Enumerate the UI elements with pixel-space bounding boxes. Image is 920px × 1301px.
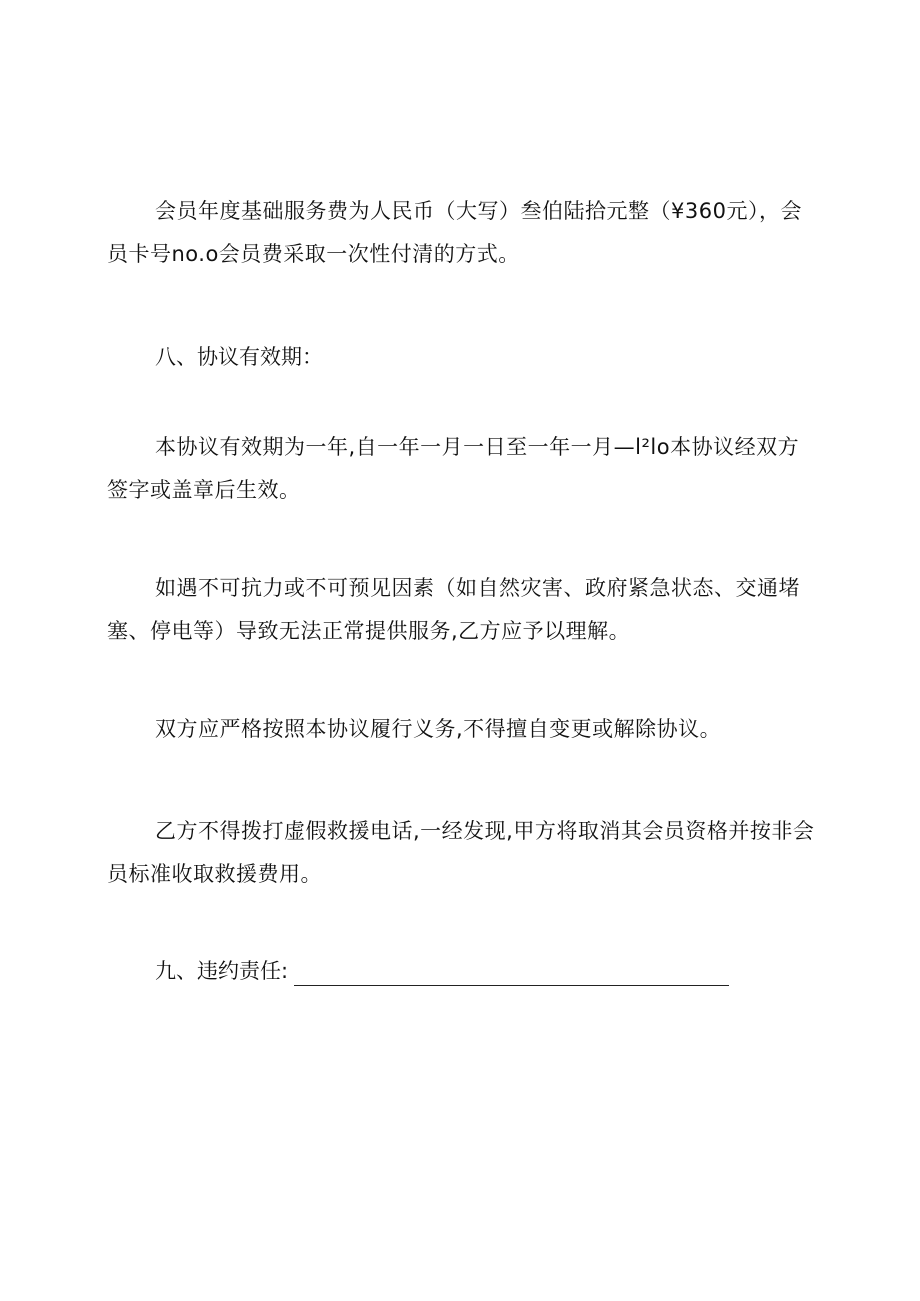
fee-paragraph: 会员年度基础服务费为人民币（大写）叁伯陆拾元整（¥360元），会员卡号no.o会员费采取一次性付清的方式。 [107, 199, 802, 266]
force-majeure-paragraph: 如遇不可抗力或不可预见因素（如自然灾害、政府紧急状态、交通堵塞、停电等）导致无法正常提供服务,乙方应予以理解。 [107, 576, 800, 643]
obligation-paragraph: 双方应严格按照本协议履行义务,不得擅自变更或解除协议。 [155, 717, 722, 741]
section-9-line [155, 956, 729, 986]
section-8-heading: 八、协议有效期： [155, 345, 323, 369]
section-9-heading: 九、违约责任: [155, 959, 289, 983]
blank-fill-line [294, 963, 729, 986]
validity-paragraph: 本协议有效期为一年,自一年一月一日至一年一月—l²lo本协议经双方签字或盖章后生效。 [107, 435, 800, 502]
false-call-paragraph: 乙方不得拨打虚假救援电话,一经发现,甲方将取消其会员资格并按非会员标准收取救援费用。 [107, 819, 815, 886]
